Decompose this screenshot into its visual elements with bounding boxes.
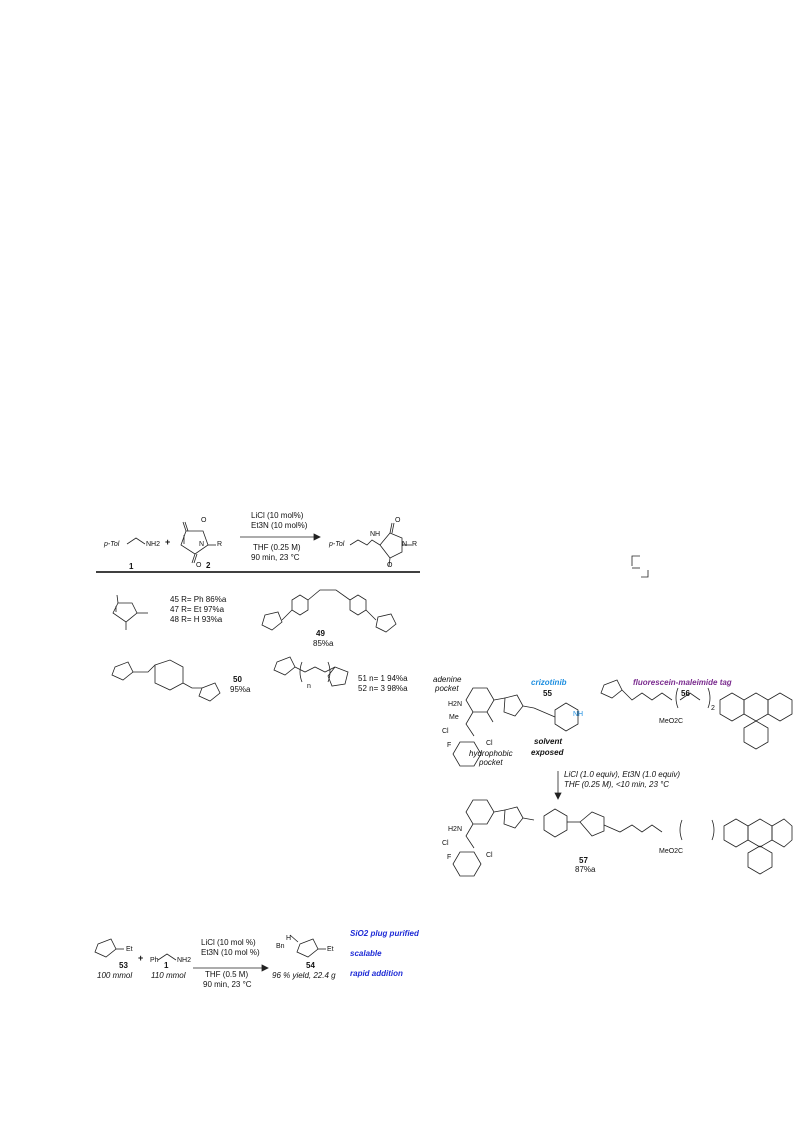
crizotinib-label: crizotinib xyxy=(531,678,567,687)
succinimide-ring xyxy=(380,533,402,558)
condition-line-1: LiCl (1.0 equiv), Et3N (1.0 equiv) xyxy=(564,770,681,779)
yield-50: 95%a xyxy=(230,685,251,694)
h-label: H xyxy=(286,935,292,942)
o-label-b: O xyxy=(196,562,202,569)
compound-57-label: 57 xyxy=(579,856,588,865)
reagent-line-2: Et3N (10 mol%) xyxy=(251,521,308,530)
subscript-2-label: 2 xyxy=(711,705,715,712)
o-product-a: O xyxy=(395,517,401,524)
pocket-label-2: pocket xyxy=(479,758,503,767)
hydrophobic-label: hydrophobic xyxy=(469,749,513,758)
compound-1-label: 1 xyxy=(129,562,134,571)
meo2c-product: MeO2C xyxy=(659,848,684,855)
yield-57: 87%a xyxy=(575,865,596,874)
o-label-a: O xyxy=(201,517,207,524)
reagent-line-1: LiCl (10 mol%) xyxy=(251,511,304,520)
compound-55-label: 55 xyxy=(543,689,552,698)
row-48: 48 R= H 93%a xyxy=(170,615,223,624)
ptol-label: p-Tol xyxy=(104,541,120,548)
solvent-label: solvent xyxy=(534,737,563,746)
yield-49: 85%a xyxy=(313,639,334,648)
bn-label: Bn xyxy=(276,943,285,950)
compound-2-label: 2 xyxy=(206,561,211,570)
me-label: Me xyxy=(449,714,459,721)
cl-label-a: Cl xyxy=(442,728,449,735)
amine-bonds xyxy=(127,538,145,544)
meo2c-label: MeO2C xyxy=(659,718,684,725)
plus-sign: + xyxy=(165,537,171,547)
adenine-label: adenine xyxy=(433,675,462,684)
et-label-54: Et xyxy=(327,946,334,953)
plus-sign-bottom: + xyxy=(138,953,144,963)
nh-label: NH xyxy=(370,531,381,538)
ph-label: Ph xyxy=(150,957,159,964)
compound-56-label: 56 xyxy=(681,689,690,698)
reagent-line-3: THF (0.25 M) xyxy=(253,543,301,552)
row-52: 52 n= 3 98%a xyxy=(358,684,408,693)
yield-54: 96 % yield, 22.4 g xyxy=(272,971,336,980)
xanthene-ring-b xyxy=(744,693,768,721)
condition-line-2: THF (0.25 M), <10 min, 23 °C xyxy=(564,780,670,789)
cl-product-b: Cl xyxy=(486,852,493,859)
ptol-product-label: p-Tol xyxy=(329,541,345,548)
row-47: 47 R= Et 97%a xyxy=(170,605,225,614)
pocket-label: pocket xyxy=(435,684,459,693)
o-product-b: O xyxy=(387,562,393,569)
amount-1: 110 mmol xyxy=(151,971,186,980)
h2n-product-label: H2N xyxy=(448,826,463,833)
r-label: R xyxy=(217,541,223,548)
cl-product-a: Cl xyxy=(442,840,449,847)
n-repeat-label: n xyxy=(307,683,311,690)
note-rapid-addition: rapid addition xyxy=(350,969,403,978)
compound-50-label: 50 xyxy=(233,675,242,684)
pyridine-ring xyxy=(466,688,494,712)
r-product: R xyxy=(412,541,418,548)
cl-label-b: Cl xyxy=(486,740,493,747)
n-product: N xyxy=(402,541,408,548)
compound-54-label: 54 xyxy=(306,961,315,970)
n-label: N xyxy=(199,541,205,548)
compound-49-label: 49 xyxy=(316,629,325,638)
f-product: F xyxy=(447,854,452,861)
tag-label: fluorescein-maleimide tag xyxy=(633,678,732,687)
reagent-line-4: 90 min, 23 °C xyxy=(251,553,300,562)
compound-1-bottom: 1 xyxy=(164,961,169,970)
h2n-label: H2N xyxy=(448,701,463,708)
nh-piperidine-label: NH xyxy=(573,711,584,718)
row-51: 51 n= 1 94%a xyxy=(358,674,408,683)
amount-53: 100 mmol xyxy=(97,971,133,980)
reagent-bottom-3: THF (0.5 M) xyxy=(205,970,249,979)
note-scalable: scalable xyxy=(350,949,382,958)
row-45: 45 R= Ph 86%a xyxy=(170,595,227,604)
xanthene-ring-a xyxy=(720,693,744,721)
f-label: F xyxy=(447,742,452,749)
nh2-label-bottom: NH2 xyxy=(177,957,192,964)
nh2-label: NH2 xyxy=(146,541,161,548)
reagent-bottom-2: Et3N (10 mol %) xyxy=(201,948,260,957)
reagent-bottom-1: LiCl (10 mol %) xyxy=(201,938,256,947)
reagent-bottom-4: 90 min, 23 °C xyxy=(203,980,252,989)
note-sio2: SiO2 plug purified xyxy=(350,929,419,938)
exposed-label: exposed xyxy=(531,748,564,757)
xanthene-ring-c xyxy=(768,693,792,721)
compound-53-label: 53 xyxy=(119,961,128,970)
et-label-53: Et xyxy=(126,946,133,953)
